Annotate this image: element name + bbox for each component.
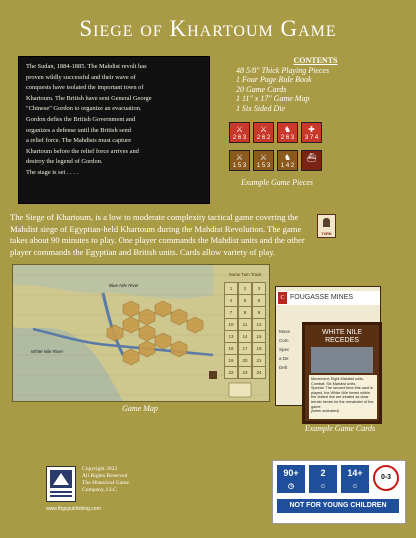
game-piece [301,122,322,143]
map-label-white-nile: White Nile River [31,349,64,354]
card-text [279,327,290,372]
turn-track-cell: 6 [252,294,266,307]
rating-time [277,465,305,493]
turn-track-cell: 10 [224,318,238,331]
spear-icon: ⚔ [235,153,244,162]
map-caption: Game Map [122,404,158,413]
copyright-block [82,466,162,494]
intro-line: destroy the legend of Gordon. [26,158,103,166]
camel-icon: ♞ [283,153,292,162]
turn-track-cell: 2 [238,282,252,295]
contents-item: 1 11" x 17" Game Map [236,94,310,104]
card-text [309,375,377,419]
turn-track-cell: 11 [238,318,252,331]
intro-line: Khartoum before the relief force arrives and [26,147,139,155]
card-line: (when activated) [311,409,339,414]
copyright-line: Copyright 2022 [82,466,118,472]
game-piece [253,122,274,143]
rifle-icon: ⚔ [259,125,268,134]
turn-token-label: TURN [321,232,332,236]
copyright-line: All Rights Reserved [82,473,128,479]
people-icon: ☺ [319,483,327,490]
turn-track-cell: 9 [252,306,266,319]
intro-line: organizes a defense until the British send [26,126,131,134]
warning-label: NOT FOR YOUNG CHILDREN [277,499,399,513]
turn-track-cell: 20 [238,354,252,367]
piece-values: 1 5 3 [232,163,247,169]
rating-value: 2 [320,468,326,478]
turn-track-cell: 17 [238,342,252,355]
intro-line: The stage is set . . . . [26,168,79,176]
intro-line: The Sudan, 1884-1885. The Mahdist revolt has [26,63,147,70]
turn-track [216,272,270,390]
turn-track-cell: 22 [224,366,238,379]
cards-caption: Example Game Cards [304,424,376,433]
map-label-blue-nile: Blue Nile River [109,283,139,288]
turn-track-cell: 13 [224,330,238,343]
turn-track-cell: 12 [252,318,266,331]
contents-item: 1 Six Sided Die [236,103,286,113]
rating-value: 14+ [347,468,363,478]
game-piece [253,150,274,171]
intro-box [18,56,210,204]
card-line: a De [279,356,289,361]
piece-values: 2 6 3 [280,135,295,141]
intro-line: conquests have isolated the important town of [26,84,144,92]
rating-age [341,465,369,493]
intro-line: proven wildly successful and their wave of [26,73,136,81]
person-icon: ☺ [351,483,359,490]
turn-token [317,214,336,238]
card-illustration [311,347,373,373]
card-line: Combat: Six Mahdist units. [311,381,357,386]
rating-players [309,465,337,493]
turn-track-cell: 19 [224,354,238,367]
game-piece [229,122,250,143]
turn-track-cell: 7 [224,306,238,319]
turn-track-cell: 14 [238,330,252,343]
intro-line: "Chinese" Gordon to organize an evacuation. [26,105,142,113]
card-line: Special: The second time this card is played, the White Nile hexes within the dotted line are treated as clear terrain hexes for the remainder of the game. [311,386,374,409]
turn-track-header: Game Turn Track [228,272,262,277]
turn-track-cell: 15 [252,330,266,343]
card-line: Move [279,329,291,334]
card-line: Delt [279,365,288,370]
no-young-children-icon: 0-3 [373,465,399,491]
contents-heading: CONTENTS [293,56,338,65]
contents-item: 1 Four Page Rule Book [236,75,312,85]
website-url: www.thgcpublishing.com [46,506,101,512]
rifle-icon: ⚔ [235,125,244,134]
piece-values: 3 7 4 [304,135,319,141]
copyright-line: Company, LLC [82,487,117,493]
card-line: Com [279,338,289,343]
pieces-caption: Example Game Pieces [241,178,313,187]
game-ratings [272,460,406,524]
piece-values: 2 6 2 [256,135,271,141]
turn-track-cell: 1 [224,282,238,295]
steamboat-icon: ⛴ [306,153,317,162]
turn-track-cell: 5 [238,294,252,307]
game-card-white-nile-recedes [302,322,382,424]
turn-track-cell: 3 [252,282,266,295]
card-title: FOUGASSE MINES [276,291,380,305]
piece-values: 1 4 2 [280,163,295,169]
game-description: The Siege of Khartoum, is a low to moderate complexity tactical game covering the Mahdist siege of Egyptian-held Khartoum during the Mahdist Revolution. The game takes about 90 minutes to play. One player commands the Mahdist units and the other player commands the Egyptian and British units. Cards allow variety of play. [10,212,305,257]
game-piece [229,150,250,171]
spear-icon: ⚔ [259,153,268,162]
turn-track-cell: 24 [252,366,266,379]
card-title: WHITE NILE RECEDES [321,329,363,344]
turn-track-cell: 4 [224,294,238,307]
card-line: Spec [279,347,290,352]
rating-value: 90+ [283,468,299,478]
contents-list [228,56,403,114]
turn-track-cell: 23 [238,366,252,379]
clock-icon: ◷ [287,483,295,490]
intro-line: Khartoum. The British have sent General George [26,94,152,102]
game-piece [301,150,322,171]
game-piece [277,150,298,171]
piece-values: 2 6 3 [232,135,247,141]
turn-track-cell: 18 [252,342,266,355]
card-badge: C [278,292,287,304]
contents-item: 48 5/8" Thick Playing Pieces [236,65,330,75]
turn-track-cell: 16 [224,342,238,355]
cavalry-icon: ♞ [283,125,292,134]
piece-values: 1 5 3 [256,163,271,169]
turn-track-cell: 8 [238,306,252,319]
intro-line: a relief force. The Mahdists must capture [26,137,132,145]
turn-track-cell: 21 [252,354,266,367]
contents-item: 20 Game Cards [236,84,287,94]
publisher-logo-icon [47,467,75,501]
page-title: Siege of Khartoum Game [79,16,337,41]
copyright-line: The Historical Game [82,480,129,486]
flag-icon: ✚ [308,125,315,134]
intro-line: Gordon defies the British Government and [26,115,136,123]
publisher-logo [46,466,76,502]
portrait-icon [323,218,330,227]
card-line: Movement: Eight Mahdist units. [311,377,364,381]
game-piece [277,122,298,143]
